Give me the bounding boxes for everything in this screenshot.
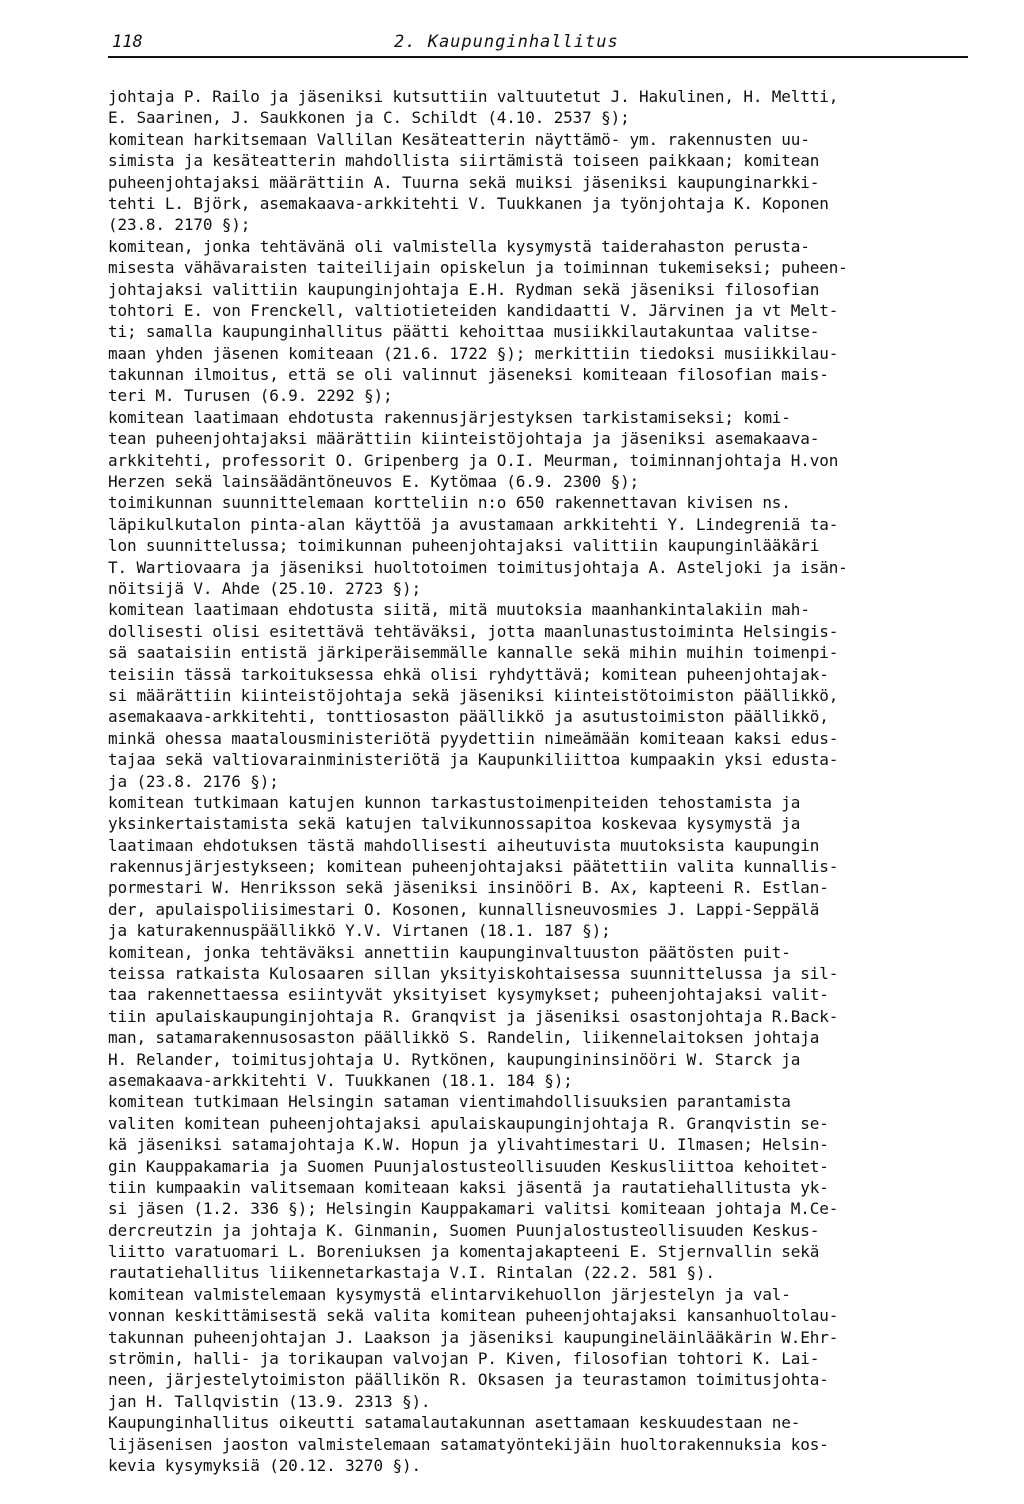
text-line: H. Relander, toimitusjohtaja U. Rytkönen, kaupungininsinööri W. Starck ja [108, 1049, 801, 1069]
text-line: dercreutzin ja johtaja K. Ginmanin, Suomen Puunjalostusteollisuuden Keskus- [108, 1220, 820, 1240]
text-line: toimikunnan suunnittelemaan kortteliin n:o 650 rakennettavan kivisen ns. [108, 493, 791, 513]
text-line: tean puheenjohtajaksi määrättiin kiinteistöjohtaja ja jäseniksi asemakaava- [108, 429, 820, 449]
text-line: asemakaava-arkkitehti, tonttiosaston päällikkö ja asutustoimiston päällikkö, [108, 707, 829, 727]
text-line: komitean tutkimaan katujen kunnon tarkastustoimenpiteiden tehostamista ja [108, 792, 801, 812]
text-line: gin Kauppakamaria ja Suomen Puunjalostusteollisuuden Keskusliittoa kehoitet- [108, 1156, 829, 1176]
text-line: komitean tutkimaan Helsingin sataman vientimahdollisuuksien parantamista [108, 1092, 791, 1112]
document-page [108, 28, 968, 1476]
text-line: ja katurakennuspäällikkö Y.V. Virtanen (18.1. 187 §); [108, 921, 611, 941]
text-line: si jäsen (1.2. 336 §); Helsingin Kauppakamari valitsi komiteaan johtaja M.Ce- [108, 1199, 839, 1219]
text-line: komitean valmistelemaan kysymystä elintarvikehuollon järjestelyn ja val- [108, 1284, 791, 1304]
text-line: liitto varatuomari L. Boreniuksen ja komentajakapteeni E. Stjernvallin sekä [108, 1242, 820, 1262]
text-line: johtaja P. Railo ja jäseniksi kutsuttiin valtuutetut J. Hakulinen, H. Meltti, [108, 87, 839, 106]
text-line: teri M. Turusen (6.9. 2292 §); [108, 386, 393, 406]
document-body [108, 86, 968, 1476]
text-line: simista ja kesäteatterin mahdollista siirtämistä toiseen paikkaan; komitean [108, 151, 820, 171]
text-line: asemakaava-arkkitehti V. Tuukkanen (18.1. 184 §); [108, 1070, 573, 1090]
text-line: si määrättiin kiinteistöjohtaja sekä jäseniksi kiinteistötoimiston päällikkö, [108, 685, 839, 705]
text-line: rakennusjärjestykseen; komitean puheenjohtajaksi päätettiin valita kunnallis- [108, 857, 839, 877]
text-line: misesta vähävaraisten taiteilijain opiskelun ja toiminnan tukemiseksi; puheen- [108, 258, 848, 278]
text-line: neen, järjestelytoimiston päällikön R. Oksasen ja teurastamon toimitusjohta- [108, 1370, 829, 1390]
text-line: takunnan ilmoitus, että se oli valinnut jäseneksi komiteaan filosofian mais- [108, 365, 829, 385]
text-line: kä jäseniksi satamajohtaja K.W. Hopun ja ylivahtimestari U. Ilmasen; Helsin- [108, 1135, 829, 1155]
text-line: T. Wartiovaara ja jäseniksi huoltotoimen toimitusjohtaja A. Asteljoki ja isän- [108, 557, 848, 577]
text-line: takunnan puheenjohtajan J. Laakson ja jäseniksi kaupungineläinlääkärin W.Ehr- [108, 1327, 839, 1347]
text-line: yksinkertaistamista sekä katujen talvikunnossapitoa koskevaa kysymystä ja [108, 814, 801, 834]
text-line: läpikulkutalon pinta-alan käyttöä ja avustamaan arkkitehti Y. Lindegreniä ta- [108, 514, 839, 534]
text-line: teisiin tässä tarkoituksessa ehkä olisi ryhdyttävä; komitean puheenjohtajak- [108, 664, 829, 684]
text-line: komitean, jonka tehtävänä oli valmistella kysymystä taiderahaston perusta- [108, 236, 810, 256]
text-line: sä saataisiin entistä järkiperäisemmälle kannalle sekä mihin muihin toimenpi- [108, 643, 839, 663]
text-line: johtajaksi valittiin kaupunginjohtaja E.H. Rydman sekä jäseniksi filosofian [108, 279, 820, 299]
text-line: jan H. Tallqvistin (13.9. 2313 §). [108, 1391, 431, 1411]
text-line: pormestari W. Henriksson sekä jäseniksi insinööri B. Ax, kapteeni R. Estlan- [108, 878, 829, 898]
text-line: nöitsijä V. Ahde (25.10. 2723 §); [108, 578, 421, 598]
text-line: vonnan keskittämisestä sekä valita komitean puheenjohtajaksi kansanhuoltolau- [108, 1306, 839, 1326]
text-line: lon suunnittelussa; toimikunnan puheenjohtajaksi valittiin kaupunginlääkäri [108, 536, 820, 556]
text-line: komitean laatimaan ehdotusta rakennusjärjestyksen tarkistamiseksi; komi- [108, 407, 791, 427]
text-line: (23.8. 2170 §); [108, 215, 251, 235]
text-line: arkkitehti, professorit O. Gripenberg ja O.I. Meurman, toiminnanjohtaja H.von [108, 450, 839, 470]
text-line: minkä ohessa maatalousministeriötä pyydettiin nimeämään komiteaan kaksi edus- [108, 728, 839, 748]
text-line: komitean laatimaan ehdotusta siitä, mitä muutoksia maanhankintalakiin mah- [108, 600, 810, 620]
text-line: Kaupunginhallitus oikeutti satamalautakunnan asettamaan keskuudestaan ne- [108, 1413, 801, 1433]
text-line: valiten komitean puheenjohtajaksi apulaiskaupunginjohtaja R. Granqvistin se- [108, 1113, 829, 1133]
text-line: tehti L. Björk, asemakaava-arkkitehti V. Tuukkanen ja työnjohtaja K. Koponen [108, 193, 829, 213]
text-line: tohtori E. von Frenckell, valtiotieteiden kandidaatti V. Järvinen ja vt Melt- [108, 300, 839, 320]
text-line: komitean harkitsemaan Vallilan Kesäteatterin näyttämö- ym. rakennusten uu- [108, 129, 810, 149]
text-line: der, apulaispoliisimestari O. Kosonen, kunnallisneuvosmies J. Lappi-Seppälä [108, 899, 820, 919]
text-line: E. Saarinen, J. Saukkonen ja C. Schildt (4.10. 2537 §); [108, 108, 630, 128]
text-line: maan yhden jäsenen komiteaan (21.6. 1722 §); merkittiin tiedoksi musiikkilau- [108, 343, 839, 363]
text-line: lijäsenisen jaoston valmistelemaan satamatyöntekijäin huoltorakennuksia kos- [108, 1434, 829, 1454]
text-line: puheenjohtajaksi määrättiin A. Tuurna sekä muiksi jäseniksi kaupunginarkki- [108, 172, 820, 192]
text-line: dollisesti olisi esitettävä tehtäväksi, jotta maanlunastustoiminta Helsingis- [108, 621, 839, 641]
text-line: laatimaan ehdotuksen tästä mahdollisesti aiheutuvista muutoksista kaupungin [108, 835, 820, 855]
text-line: rautatiehallitus liikennetarkastaja V.I. Rintalan (22.2. 581 §). [108, 1263, 715, 1283]
text-line: tiin kumpaakin valitsemaan komiteaan kaksi jäsentä ja rautatiehallitusta yk- [108, 1177, 829, 1197]
text-line: Herzen sekä lainsäädäntöneuvos E. Kytömaa (6.9. 2300 §); [108, 472, 640, 492]
text-line: ja (23.8. 2176 §); [108, 771, 279, 791]
text-line: taa rakennettaessa esiintyvät yksityiset kysymykset; puheenjohtajaksi valit- [108, 985, 829, 1005]
running-title: 2. Kaupunginhallitus [394, 32, 619, 52]
text-line: strömin, halli- ja torikaupan valvojan P. Kiven, filosofian tohtori K. Lai- [108, 1349, 820, 1369]
text-line: teissa ratkaista Kulosaaren sillan yksityiskohtaisessa suunnittelussa ja sil- [108, 964, 839, 984]
text-line: komitean, jonka tehtäväksi annettiin kaupunginvaltuuston päätösten puit- [108, 942, 791, 962]
text-line: kevia kysymyksiä (20.12. 3270 §). [108, 1456, 421, 1475]
text-line: tajaa sekä valtiovarainministeriötä ja Kaupunkiliittoa kumpaakin yksi edusta- [108, 750, 839, 770]
text-line: ti; samalla kaupunginhallitus päätti kehoittaa musiikkilautakuntaa valitse- [108, 322, 820, 342]
text-line: tiin apulaiskaupunginjohtaja R. Granqvist ja jäseniksi osastonjohtaja R.Back- [108, 1006, 839, 1026]
page-number: 118 [112, 32, 143, 52]
page-header [108, 28, 968, 58]
text-line: man, satamarakennusosaston päällikkö S. Randelin, liikennelaitoksen johtaja [108, 1028, 820, 1048]
